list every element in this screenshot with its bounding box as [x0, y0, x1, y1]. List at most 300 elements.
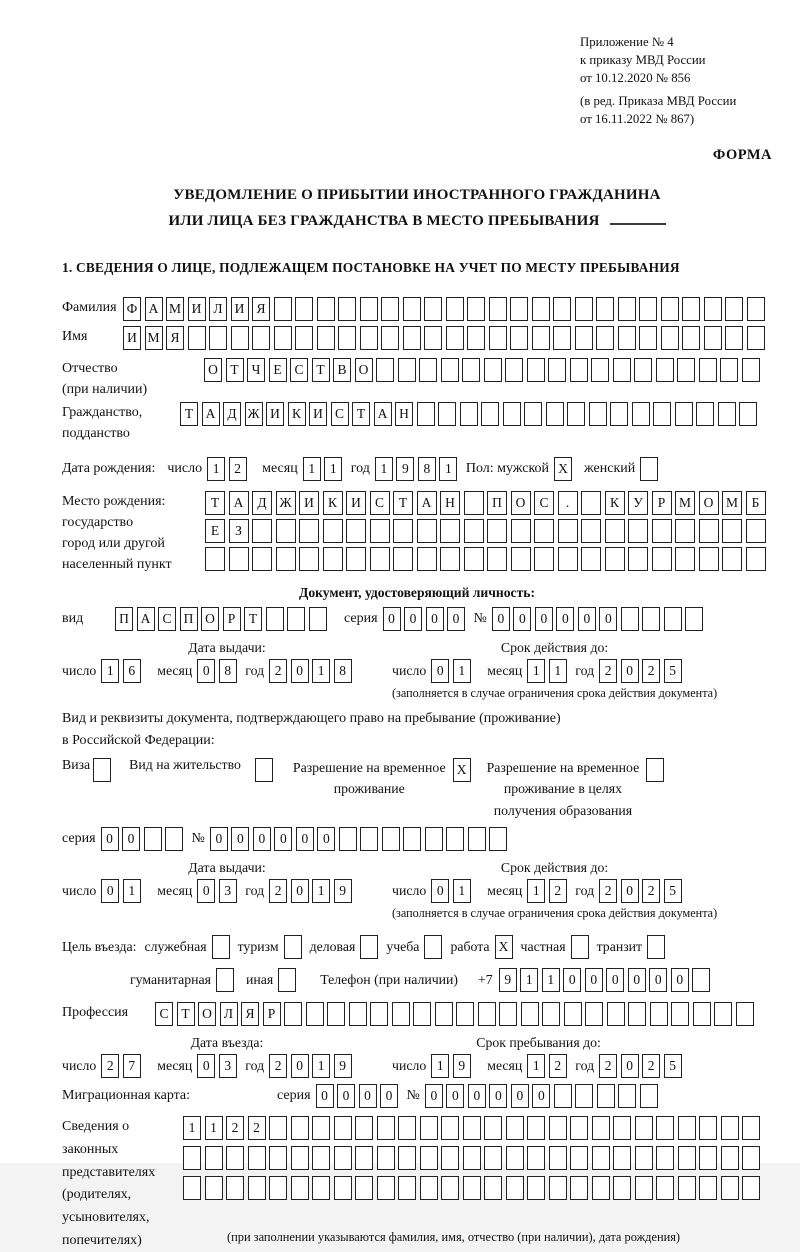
- char-cell[interactable]: Т: [226, 358, 244, 382]
- char-cell[interactable]: [527, 358, 545, 382]
- char-cell[interactable]: 0: [426, 607, 444, 631]
- char-cell[interactable]: К: [605, 491, 625, 515]
- char-cell[interactable]: 0: [274, 827, 292, 851]
- char-cell[interactable]: 1: [527, 1054, 545, 1078]
- char-cell[interactable]: [478, 1002, 496, 1026]
- char-cell[interactable]: [549, 1116, 567, 1140]
- char-cell[interactable]: [746, 519, 766, 543]
- char-cell[interactable]: 2: [269, 879, 287, 903]
- char-cell[interactable]: К: [323, 491, 343, 515]
- char-cell[interactable]: [575, 326, 593, 350]
- char-cell[interactable]: [403, 297, 421, 321]
- char-cell[interactable]: [506, 1116, 524, 1140]
- char-cell[interactable]: [499, 1002, 517, 1026]
- char-cell[interactable]: [463, 1176, 481, 1200]
- checkbox-purpose-transit[interactable]: [647, 935, 665, 959]
- checkbox-purpose-study[interactable]: [424, 935, 442, 959]
- char-cell[interactable]: [487, 547, 507, 571]
- char-cell[interactable]: 0: [359, 1084, 377, 1108]
- char-cell[interactable]: [685, 607, 703, 631]
- char-cell[interactable]: У: [628, 491, 648, 515]
- char-cell[interactable]: О: [198, 1002, 216, 1026]
- char-cell[interactable]: 9: [396, 457, 414, 481]
- char-cell[interactable]: [464, 519, 484, 543]
- char-cell[interactable]: [548, 358, 566, 382]
- char-cell[interactable]: [503, 402, 521, 426]
- char-cell[interactable]: Т: [312, 358, 330, 382]
- char-cell[interactable]: [592, 1176, 610, 1200]
- char-cell[interactable]: [721, 1116, 739, 1140]
- char-cell[interactable]: [420, 1116, 438, 1140]
- char-cell[interactable]: [425, 827, 443, 851]
- char-cell[interactable]: [463, 1146, 481, 1170]
- char-cell[interactable]: 9: [334, 879, 352, 903]
- char-cell[interactable]: [613, 1146, 631, 1170]
- char-cell[interactable]: 5: [664, 659, 682, 683]
- char-cell[interactable]: С: [158, 607, 176, 631]
- char-cell[interactable]: 0: [563, 968, 581, 992]
- char-cell[interactable]: [746, 547, 766, 571]
- char-cell[interactable]: [592, 1146, 610, 1170]
- char-cell[interactable]: [546, 402, 564, 426]
- char-cell[interactable]: 0: [513, 607, 531, 631]
- char-cell[interactable]: [699, 1146, 717, 1170]
- char-cell[interactable]: [682, 326, 700, 350]
- char-cell[interactable]: О: [201, 607, 219, 631]
- char-cell[interactable]: [398, 1176, 416, 1200]
- char-cell[interactable]: 0: [101, 879, 119, 903]
- char-cell[interactable]: 1: [312, 1054, 330, 1078]
- char-cell[interactable]: [678, 1116, 696, 1140]
- char-cell[interactable]: [291, 1116, 309, 1140]
- char-cell[interactable]: [377, 1116, 395, 1140]
- char-cell[interactable]: А: [137, 607, 155, 631]
- char-cell[interactable]: 1: [205, 1116, 223, 1140]
- char-cell[interactable]: [209, 326, 227, 350]
- char-cell[interactable]: 1: [439, 457, 457, 481]
- char-cell[interactable]: [613, 1176, 631, 1200]
- char-cell[interactable]: [489, 297, 507, 321]
- char-cell[interactable]: Я: [241, 1002, 259, 1026]
- char-cell[interactable]: [613, 358, 631, 382]
- char-cell[interactable]: [398, 1146, 416, 1170]
- char-cell[interactable]: 2: [599, 1054, 617, 1078]
- char-cell[interactable]: [489, 827, 507, 851]
- char-cell[interactable]: [456, 1002, 474, 1026]
- char-cell[interactable]: [671, 1002, 689, 1026]
- char-cell[interactable]: [575, 1084, 593, 1108]
- char-cell[interactable]: 0: [535, 607, 553, 631]
- char-cell[interactable]: [435, 1002, 453, 1026]
- char-cell[interactable]: [295, 297, 313, 321]
- char-cell[interactable]: [653, 402, 671, 426]
- char-cell[interactable]: 0: [210, 827, 228, 851]
- char-cell[interactable]: З: [229, 519, 249, 543]
- char-cell[interactable]: 1: [431, 1054, 449, 1078]
- checkbox-purpose-tourism[interactable]: [284, 935, 302, 959]
- char-cell[interactable]: О: [204, 358, 222, 382]
- char-cell[interactable]: 0: [628, 968, 646, 992]
- char-cell[interactable]: 0: [578, 607, 596, 631]
- char-cell[interactable]: [652, 519, 672, 543]
- char-cell[interactable]: [381, 326, 399, 350]
- char-cell[interactable]: 0: [585, 968, 603, 992]
- char-cell[interactable]: [553, 297, 571, 321]
- char-cell[interactable]: [656, 1146, 674, 1170]
- char-cell[interactable]: [532, 297, 550, 321]
- char-cell[interactable]: 1: [453, 879, 471, 903]
- char-cell[interactable]: [291, 1176, 309, 1200]
- char-cell[interactable]: [634, 358, 652, 382]
- char-cell[interactable]: 0: [446, 1084, 464, 1108]
- checkbox-male[interactable]: X: [554, 457, 572, 481]
- char-cell[interactable]: [682, 297, 700, 321]
- char-cell[interactable]: [699, 1176, 717, 1200]
- char-cell[interactable]: [229, 547, 249, 571]
- char-cell[interactable]: [589, 402, 607, 426]
- char-cell[interactable]: [570, 1146, 588, 1170]
- char-cell[interactable]: [714, 1002, 732, 1026]
- char-cell[interactable]: 1: [542, 968, 560, 992]
- char-cell[interactable]: [570, 358, 588, 382]
- char-cell[interactable]: [484, 358, 502, 382]
- char-cell[interactable]: С: [534, 491, 554, 515]
- char-cell[interactable]: 1: [123, 879, 141, 903]
- char-cell[interactable]: [284, 1002, 302, 1026]
- char-cell[interactable]: 1: [303, 457, 321, 481]
- char-cell[interactable]: [720, 358, 738, 382]
- char-cell[interactable]: [677, 358, 695, 382]
- char-cell[interactable]: [248, 1176, 266, 1200]
- char-cell[interactable]: [446, 297, 464, 321]
- char-cell[interactable]: Т: [393, 491, 413, 515]
- char-cell[interactable]: [183, 1146, 201, 1170]
- checkbox-visa[interactable]: [93, 758, 111, 782]
- char-cell[interactable]: 0: [101, 827, 119, 851]
- char-cell[interactable]: 1: [549, 659, 567, 683]
- char-cell[interactable]: [317, 326, 335, 350]
- char-cell[interactable]: [511, 547, 531, 571]
- char-cell[interactable]: [542, 1002, 560, 1026]
- char-cell[interactable]: 0: [337, 1084, 355, 1108]
- char-cell[interactable]: [570, 1116, 588, 1140]
- char-cell[interactable]: 0: [404, 607, 422, 631]
- char-cell[interactable]: 0: [511, 1084, 529, 1108]
- char-cell[interactable]: [468, 827, 486, 851]
- char-cell[interactable]: [226, 1176, 244, 1200]
- char-cell[interactable]: [639, 297, 657, 321]
- char-cell[interactable]: [420, 1146, 438, 1170]
- char-cell[interactable]: С: [290, 358, 308, 382]
- char-cell[interactable]: [618, 297, 636, 321]
- char-cell[interactable]: 0: [291, 879, 309, 903]
- char-cell[interactable]: 0: [431, 659, 449, 683]
- char-cell[interactable]: 8: [219, 659, 237, 683]
- char-cell[interactable]: [338, 297, 356, 321]
- char-cell[interactable]: М: [722, 491, 742, 515]
- char-cell[interactable]: [510, 326, 528, 350]
- char-cell[interactable]: [417, 402, 435, 426]
- char-cell[interactable]: [295, 326, 313, 350]
- char-cell[interactable]: 0: [253, 827, 271, 851]
- char-cell[interactable]: [661, 297, 679, 321]
- checkbox-purpose-commercial[interactable]: [360, 935, 378, 959]
- char-cell[interactable]: [570, 1176, 588, 1200]
- char-cell[interactable]: [306, 1002, 324, 1026]
- char-cell[interactable]: [597, 1084, 615, 1108]
- char-cell[interactable]: [460, 402, 478, 426]
- char-cell[interactable]: 5: [664, 879, 682, 903]
- char-cell[interactable]: [226, 1146, 244, 1170]
- char-cell[interactable]: [446, 326, 464, 350]
- char-cell[interactable]: [269, 1176, 287, 1200]
- char-cell[interactable]: [382, 827, 400, 851]
- char-cell[interactable]: [747, 326, 765, 350]
- char-cell[interactable]: [558, 547, 578, 571]
- char-cell[interactable]: Р: [263, 1002, 281, 1026]
- char-cell[interactable]: [581, 491, 601, 515]
- char-cell[interactable]: [532, 326, 550, 350]
- char-cell[interactable]: [484, 1146, 502, 1170]
- char-cell[interactable]: А: [229, 491, 249, 515]
- char-cell[interactable]: [403, 326, 421, 350]
- char-cell[interactable]: [618, 1084, 636, 1108]
- char-cell[interactable]: Т: [244, 607, 262, 631]
- char-cell[interactable]: [312, 1176, 330, 1200]
- char-cell[interactable]: [742, 1176, 760, 1200]
- char-cell[interactable]: [718, 402, 736, 426]
- char-cell[interactable]: [440, 519, 460, 543]
- char-cell[interactable]: [165, 827, 183, 851]
- char-cell[interactable]: 0: [197, 879, 215, 903]
- char-cell[interactable]: [736, 1002, 754, 1026]
- char-cell[interactable]: 9: [334, 1054, 352, 1078]
- char-cell[interactable]: Я: [252, 297, 270, 321]
- char-cell[interactable]: [489, 326, 507, 350]
- char-cell[interactable]: [554, 1084, 572, 1108]
- char-cell[interactable]: [370, 519, 390, 543]
- char-cell[interactable]: П: [115, 607, 133, 631]
- char-cell[interactable]: [549, 1176, 567, 1200]
- char-cell[interactable]: [506, 1146, 524, 1170]
- char-cell[interactable]: М: [675, 491, 695, 515]
- char-cell[interactable]: [628, 1002, 646, 1026]
- char-cell[interactable]: [355, 1176, 373, 1200]
- char-cell[interactable]: 0: [431, 879, 449, 903]
- char-cell[interactable]: [607, 1002, 625, 1026]
- char-cell[interactable]: 1: [324, 457, 342, 481]
- char-cell[interactable]: [481, 402, 499, 426]
- char-cell[interactable]: Т: [205, 491, 225, 515]
- char-cell[interactable]: [464, 491, 484, 515]
- char-cell[interactable]: [693, 1002, 711, 1026]
- char-cell[interactable]: 1: [527, 879, 545, 903]
- char-cell[interactable]: М: [166, 297, 184, 321]
- char-cell[interactable]: 9: [453, 1054, 471, 1078]
- char-cell[interactable]: [424, 326, 442, 350]
- char-cell[interactable]: [441, 358, 459, 382]
- char-cell[interactable]: .: [558, 491, 578, 515]
- char-cell[interactable]: Ж: [245, 402, 263, 426]
- char-cell[interactable]: [664, 607, 682, 631]
- char-cell[interactable]: С: [331, 402, 349, 426]
- char-cell[interactable]: 1: [207, 457, 225, 481]
- char-cell[interactable]: П: [180, 607, 198, 631]
- char-cell[interactable]: [323, 519, 343, 543]
- char-cell[interactable]: 0: [197, 1054, 215, 1078]
- char-cell[interactable]: Р: [652, 491, 672, 515]
- char-cell[interactable]: [339, 827, 357, 851]
- char-cell[interactable]: [360, 326, 378, 350]
- char-cell[interactable]: [248, 1146, 266, 1170]
- char-cell[interactable]: [632, 402, 650, 426]
- char-cell[interactable]: [581, 519, 601, 543]
- char-cell[interactable]: [739, 402, 757, 426]
- char-cell[interactable]: [205, 1176, 223, 1200]
- char-cell[interactable]: [467, 297, 485, 321]
- char-cell[interactable]: И: [266, 402, 284, 426]
- char-cell[interactable]: 1: [183, 1116, 201, 1140]
- char-cell[interactable]: И: [123, 326, 141, 350]
- char-cell[interactable]: [675, 519, 695, 543]
- char-cell[interactable]: [276, 547, 296, 571]
- char-cell[interactable]: 0: [425, 1084, 443, 1108]
- char-cell[interactable]: [699, 519, 719, 543]
- char-cell[interactable]: [346, 519, 366, 543]
- char-cell[interactable]: [334, 1116, 352, 1140]
- char-cell[interactable]: 2: [269, 659, 287, 683]
- char-cell[interactable]: 0: [316, 1084, 334, 1108]
- char-cell[interactable]: 1: [312, 879, 330, 903]
- char-cell[interactable]: [742, 1146, 760, 1170]
- char-cell[interactable]: [484, 1116, 502, 1140]
- char-cell[interactable]: [269, 1116, 287, 1140]
- char-cell[interactable]: 2: [642, 1054, 660, 1078]
- char-cell[interactable]: [317, 297, 335, 321]
- char-cell[interactable]: [656, 358, 674, 382]
- char-cell[interactable]: [725, 297, 743, 321]
- char-cell[interactable]: Л: [220, 1002, 238, 1026]
- char-cell[interactable]: [596, 297, 614, 321]
- char-cell[interactable]: [144, 827, 162, 851]
- checkbox-temp-residence-edu[interactable]: [646, 758, 664, 782]
- char-cell[interactable]: В: [333, 358, 351, 382]
- char-cell[interactable]: 0: [489, 1084, 507, 1108]
- char-cell[interactable]: П: [487, 491, 507, 515]
- char-cell[interactable]: [188, 326, 206, 350]
- char-cell[interactable]: [725, 326, 743, 350]
- char-cell[interactable]: 0: [621, 879, 639, 903]
- char-cell[interactable]: [581, 547, 601, 571]
- char-cell[interactable]: [527, 1116, 545, 1140]
- char-cell[interactable]: [675, 547, 695, 571]
- char-cell[interactable]: Т: [180, 402, 198, 426]
- char-cell[interactable]: [642, 607, 660, 631]
- char-cell[interactable]: [441, 1146, 459, 1170]
- char-cell[interactable]: И: [231, 297, 249, 321]
- char-cell[interactable]: [510, 297, 528, 321]
- char-cell[interactable]: [393, 547, 413, 571]
- char-cell[interactable]: 8: [418, 457, 436, 481]
- checkbox-purpose-private[interactable]: [571, 935, 589, 959]
- char-cell[interactable]: 2: [549, 879, 567, 903]
- char-cell[interactable]: 2: [101, 1054, 119, 1078]
- char-cell[interactable]: [696, 402, 714, 426]
- char-cell[interactable]: [635, 1116, 653, 1140]
- char-cell[interactable]: 0: [380, 1084, 398, 1108]
- char-cell[interactable]: [276, 519, 296, 543]
- char-cell[interactable]: [393, 519, 413, 543]
- char-cell[interactable]: [721, 1146, 739, 1170]
- char-cell[interactable]: 2: [599, 879, 617, 903]
- char-cell[interactable]: 0: [296, 827, 314, 851]
- char-cell[interactable]: Ж: [276, 491, 296, 515]
- char-cell[interactable]: А: [145, 297, 163, 321]
- char-cell[interactable]: [327, 1002, 345, 1026]
- char-cell[interactable]: [334, 1146, 352, 1170]
- char-cell[interactable]: [334, 1176, 352, 1200]
- char-cell[interactable]: 2: [549, 1054, 567, 1078]
- char-cell[interactable]: А: [417, 491, 437, 515]
- char-cell[interactable]: [635, 1176, 653, 1200]
- char-cell[interactable]: Б: [746, 491, 766, 515]
- char-cell[interactable]: [699, 1116, 717, 1140]
- char-cell[interactable]: 6: [123, 659, 141, 683]
- char-cell[interactable]: [605, 547, 625, 571]
- char-cell[interactable]: [527, 1146, 545, 1170]
- char-cell[interactable]: Л: [209, 297, 227, 321]
- char-cell[interactable]: 0: [291, 1054, 309, 1078]
- char-cell[interactable]: 0: [122, 827, 140, 851]
- char-cell[interactable]: [323, 547, 343, 571]
- char-cell[interactable]: И: [299, 491, 319, 515]
- char-cell[interactable]: [205, 1146, 223, 1170]
- char-cell[interactable]: Е: [269, 358, 287, 382]
- char-cell[interactable]: [742, 358, 760, 382]
- char-cell[interactable]: [417, 519, 437, 543]
- char-cell[interactable]: [420, 1176, 438, 1200]
- char-cell[interactable]: [266, 607, 284, 631]
- char-cell[interactable]: [575, 297, 593, 321]
- char-cell[interactable]: 1: [520, 968, 538, 992]
- char-cell[interactable]: Я: [166, 326, 184, 350]
- char-cell[interactable]: 0: [468, 1084, 486, 1108]
- char-cell[interactable]: Т: [352, 402, 370, 426]
- char-cell[interactable]: [464, 547, 484, 571]
- char-cell[interactable]: [360, 827, 378, 851]
- char-cell[interactable]: [534, 519, 554, 543]
- char-cell[interactable]: 0: [532, 1084, 550, 1108]
- char-cell[interactable]: 3: [219, 1054, 237, 1078]
- char-cell[interactable]: [747, 297, 765, 321]
- char-cell[interactable]: [534, 547, 554, 571]
- char-cell[interactable]: 9: [499, 968, 517, 992]
- char-cell[interactable]: 1: [453, 659, 471, 683]
- char-cell[interactable]: 5: [664, 1054, 682, 1078]
- char-cell[interactable]: [692, 968, 710, 992]
- char-cell[interactable]: [549, 1146, 567, 1170]
- char-cell[interactable]: [183, 1176, 201, 1200]
- char-cell[interactable]: [355, 1146, 373, 1170]
- char-cell[interactable]: [605, 519, 625, 543]
- char-cell[interactable]: [506, 1176, 524, 1200]
- checkbox-purpose-other[interactable]: [278, 968, 296, 992]
- char-cell[interactable]: [592, 1116, 610, 1140]
- checkbox-purpose-work[interactable]: X: [495, 935, 513, 959]
- char-cell[interactable]: [370, 547, 390, 571]
- checkbox-purpose-humanitarian[interactable]: [216, 968, 234, 992]
- char-cell[interactable]: Н: [440, 491, 460, 515]
